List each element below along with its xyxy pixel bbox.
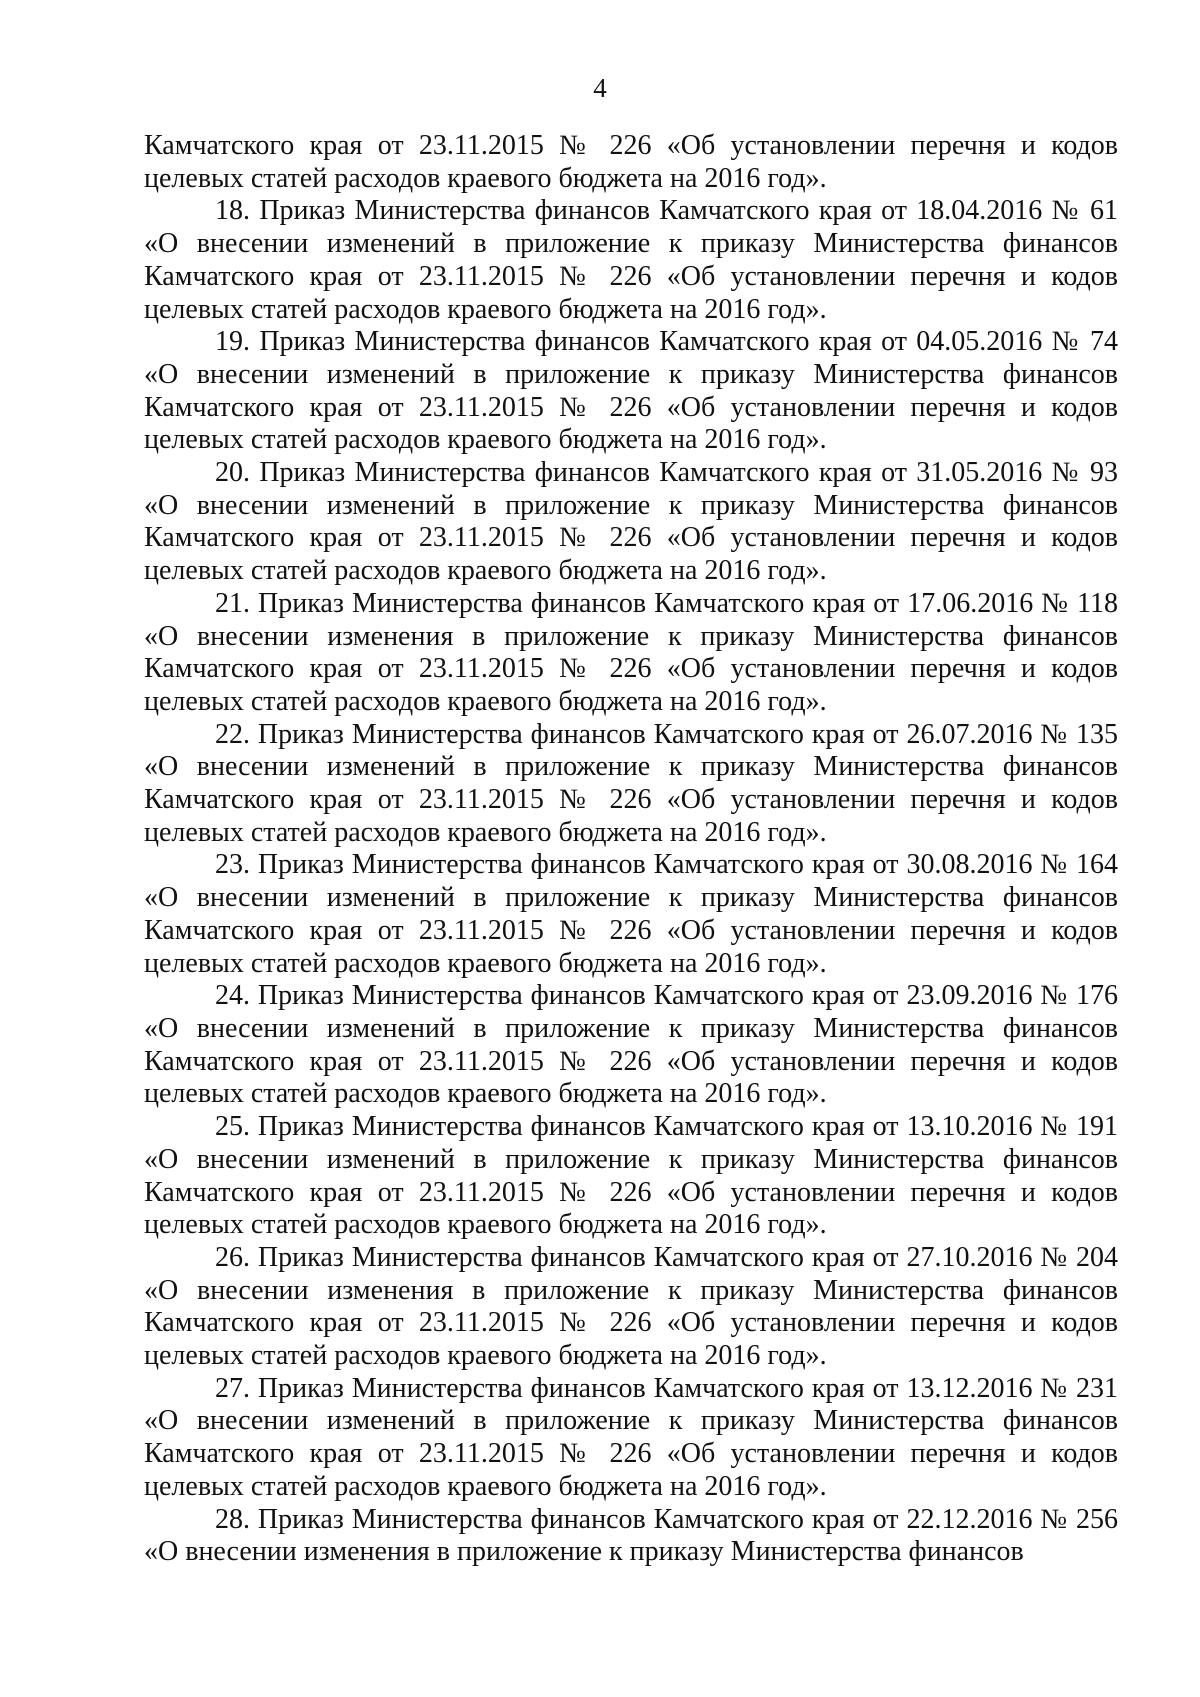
list-item-20: 20. Приказ Министерства финансов Камчатского края от 31.05.2016 № 93 «О внесении изменений в приложение к приказу Министерства финансов Камчатского края от 23.11.2015 № 226 «Об установлении перечня и кодов целевых статей расходов краевого бюджета на 2016 год». (144, 457, 1118, 587)
list-item-26: 26. Приказ Министерства финансов Камчатского края от 27.10.2016 № 204 «О внесении изменения в приложение к приказу Министерства финансов Камчатского края от 23.11.2015 № 226 «Об установлении перечня и кодов целевых статей расходов краевого бюджета на 2016 год». (144, 1241, 1118, 1372)
list-item-21: 21. Приказ Министерства финансов Камчатского края от 17.06.2016 № 118 «О внесении изменения в приложение к приказу Министерства финансов Камчатского края от 23.11.2015 № 226 «Об установлении перечня и кодов целевых статей расходов краевого бюджета на 2016 год». (144, 587, 1118, 717)
list-item-23: 23. Приказ Министерства финансов Камчатского края от 30.08.2016 № 164 «О внесении изменений в приложение к приказу Министерства финансов Камчатского края от 23.11.2015 № 226 «Об установлении перечня и кодов целевых статей расходов краевого бюджета на 2016 год». (144, 849, 1118, 979)
list-item-28: 28. Приказ Министерства финансов Камчатского края от 22.12.2016 № 256 «О внесении изменения в приложение к приказу Министерства финансов (144, 1503, 1118, 1568)
list-item-25: 25. Приказ Министерства финансов Камчатского края от 13.10.2016 № 191 «О внесении изменений в приложение к приказу Министерства финансов Камчатского края от 23.11.2015 № 226 «Об установлении перечня и кодов целевых статей расходов краевого бюджета на 2016 год». (144, 1111, 1118, 1241)
paragraph-continuation: Камчатского края от 23.11.2015 № 226 «Об установлении перечня и кодов целевых статей расходов краевого бюджета на 2016 год». (144, 130, 1118, 194)
document-body (144, 130, 1118, 1569)
list-item-22: 22. Приказ Министерства финансов Камчатского края от 26.07.2016 № 135 «О внесении изменений в приложение к приказу Министерства финансов Камчатского края от 23.11.2015 № 226 «Об установлении перечня и кодов целевых статей расходов краевого бюджета на 2016 год». (144, 718, 1118, 848)
list-item-27: 27. Приказ Министерства финансов Камчатского края от 13.12.2016 № 231 «О внесении изменений в приложение к приказу Министерства финансов Камчатского края от 23.11.2015 № 226 «Об установлении перечня и кодов целевых статей расходов краевого бюджета на 2016 год». (144, 1372, 1118, 1502)
list-item-18: 18. Приказ Министерства финансов Камчатского края от 18.04.2016 № 61 «О внесении изменений в приложение к приказу Министерства финансов Камчатского края от 23.11.2015 № 226 «Об установлении перечня и кодов целевых статей расходов краевого бюджета на 2016 год». (144, 195, 1118, 325)
list-item-19: 19. Приказ Министерства финансов Камчатского края от 04.05.2016 № 74 «О внесении изменений в приложение к приказу Министерства финансов Камчатского края от 23.11.2015 № 226 «Об установлении перечня и кодов целевых статей расходов краевого бюджета на 2016 год». (144, 326, 1118, 456)
list-item-24: 24. Приказ Министерства финансов Камчатского края от 23.09.2016 № 176 «О внесении изменений в приложение к приказу Министерства финансов Камчатского края от 23.11.2015 № 226 «Об установлении перечня и кодов целевых статей расходов краевого бюджета на 2016 год». (144, 980, 1118, 1110)
page-number: 4 (593, 73, 607, 103)
